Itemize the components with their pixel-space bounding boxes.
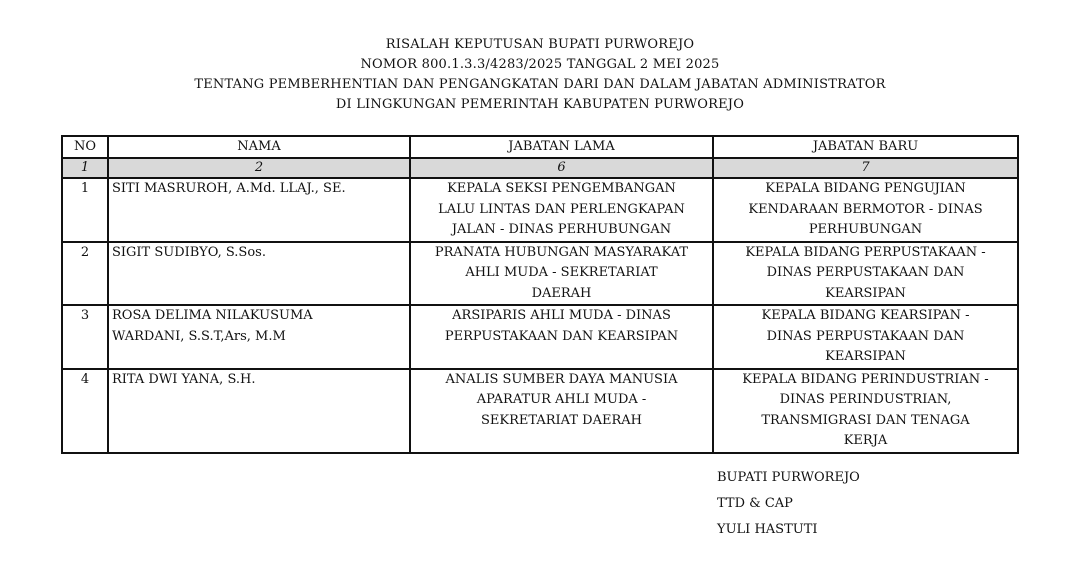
- new-position-line: KEPALA BIDANG PENGUJIAN: [765, 181, 966, 196]
- header-subject: TENTANG PEMBERHENTIAN DAN PENGANGKATAN DARI DAN DALAM JABATAN ADMINISTRATOR: [194, 77, 886, 92]
- column-header-no: NO: [62, 136, 108, 158]
- new-position-line: DINAS PERPUSTAKAAN DAN: [766, 265, 965, 280]
- column-header-nama: NAMA: [108, 136, 410, 158]
- row-number: 2: [62, 242, 108, 306]
- old-position: [410, 369, 713, 453]
- new-position-line: KEARSIPAN: [825, 349, 906, 364]
- employee-name: [108, 178, 410, 242]
- table-index-row: [62, 158, 1018, 178]
- header-scope: DI LINGKUNGAN PEMERINTAH KABUPATEN PURWOREJO: [335, 97, 745, 112]
- new-position-line: KEPALA BIDANG PERINDUSTRIAN -: [742, 371, 989, 387]
- new-position-line: KEARSIPAN: [825, 285, 906, 301]
- row-number: 4: [62, 369, 108, 453]
- name-line: RITA DWI YANA, S.H.: [112, 371, 256, 387]
- column-index-no: 1: [62, 158, 108, 178]
- signature-note: TTD & CAP: [717, 496, 793, 511]
- signatory-title: BUPATI PURWOREJO: [717, 470, 860, 485]
- new-position-line: DINAS PERINDUSTRIAN,: [779, 392, 952, 407]
- old-position-line: KEPALA SEKSI PENGEMBANGAN: [447, 181, 676, 196]
- new-position-line: KEPALA BIDANG KEARSIPAN -: [761, 308, 970, 323]
- old-position-line: ANALIS SUMBER DAYA MANUSIA: [445, 371, 678, 387]
- row-number: 1: [62, 178, 108, 242]
- decision-table: [61, 135, 1019, 454]
- new-position: [713, 369, 1018, 453]
- signatory-name: YULI HASTUTI: [717, 522, 818, 537]
- old-position-line: PERPUSTAKAAN DAN KEARSIPAN: [444, 328, 679, 344]
- new-position: [713, 305, 1018, 369]
- table-row: [62, 242, 1018, 306]
- name-line: ROSA DELIMA NILAKUSUMA: [112, 308, 313, 323]
- name-line: WARDANI, S.S.T,Ars, M.M: [112, 328, 286, 344]
- new-position-line: PERHUBUNGAN: [808, 222, 923, 237]
- table-row: [62, 305, 1018, 369]
- column-index-jabatan-baru: 7: [713, 158, 1018, 178]
- new-position-line: KEPALA BIDANG PERPUSTAKAAN -: [745, 244, 986, 260]
- old-position-line: ARSIPARIS AHLI MUDA - DINAS: [452, 308, 671, 323]
- column-index-nama: 2: [108, 158, 410, 178]
- employee-name: [108, 242, 410, 306]
- employee-name: [108, 305, 410, 369]
- old-position-line: JALAN - DINAS PERHUBUNGAN: [451, 222, 672, 237]
- old-position: [410, 242, 713, 306]
- name-line: SITI MASRUROH, A.Md. LLAJ., SE.: [112, 181, 346, 196]
- new-position-line: TRANSMIGRASI DAN TENAGA: [761, 412, 970, 428]
- old-position-line: AHLI MUDA - SEKRETARIAT: [465, 265, 658, 280]
- signature-block: [717, 465, 860, 543]
- old-position: [410, 178, 713, 242]
- column-header-jabatan-lama: JABATAN LAMA: [410, 136, 713, 158]
- old-position: [410, 305, 713, 369]
- column-index-jabatan-lama: 6: [410, 158, 713, 178]
- name-line: SIGIT SUDIBYO, S.Sos.: [112, 244, 266, 260]
- employee-name: [108, 369, 410, 453]
- header-title: RISALAH KEPUTUSAN BUPATI PURWOREJO: [385, 37, 695, 52]
- new-position-line: KENDARAAN BERMOTOR - DINAS: [748, 201, 983, 217]
- document-header: [0, 35, 1080, 115]
- table-header-row: [62, 136, 1018, 158]
- row-number: 3: [62, 305, 108, 369]
- old-position-line: APARATUR AHLI MUDA -: [476, 392, 647, 407]
- new-position: [713, 242, 1018, 306]
- new-position: [713, 178, 1018, 242]
- header-decree-number: NOMOR 800.1.3.3/4283/2025 TANGGAL 2 MEI 2025: [360, 57, 720, 72]
- old-position-line: LALU LINTAS DAN PERLENGKAPAN: [438, 201, 685, 217]
- new-position-line: DINAS PERPUSTAKAAN DAN: [766, 328, 965, 344]
- old-position-line: PRANATA HUBUNGAN MASYARAKAT: [434, 244, 689, 260]
- new-position-line: KERJA: [843, 433, 888, 448]
- old-position-line: SEKRETARIAT DAERAH: [481, 412, 642, 428]
- table-row: [62, 178, 1018, 242]
- column-header-jabatan-baru: JABATAN BARU: [713, 136, 1018, 158]
- table-row: [62, 369, 1018, 453]
- old-position-line: DAERAH: [531, 285, 592, 301]
